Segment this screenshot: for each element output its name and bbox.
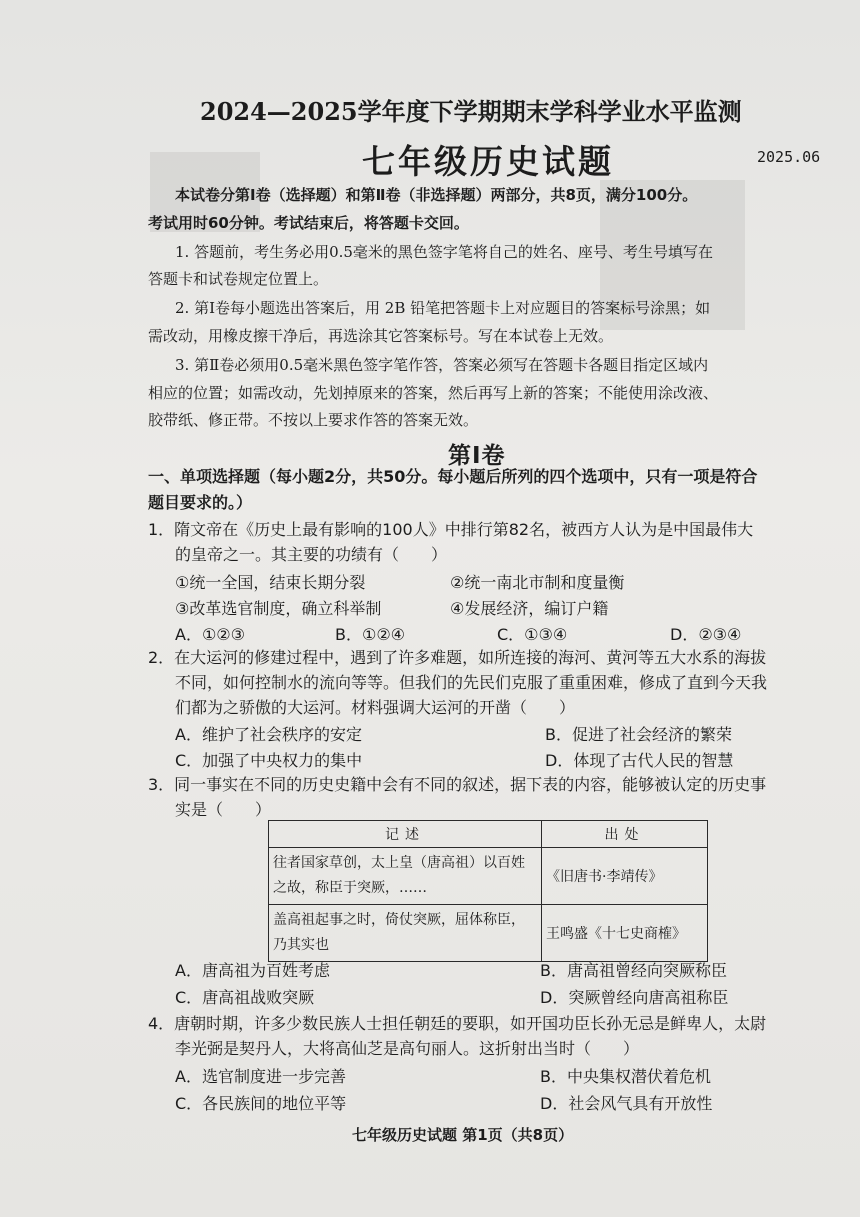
q1-option-c[interactable]: C．①③④ xyxy=(497,625,568,644)
q1-stem-line1: 1．隋文帝在《历史上最有影响的100人》中排行第82名，被西方人认为是中国最伟大 xyxy=(148,520,754,539)
q1-option-d[interactable]: D．②③④ xyxy=(670,625,742,644)
q3-stem-line1: 3．同一事实在不同的历史史籍中会有不同的叙述，据下表的内容，能够被认定的历史事 xyxy=(148,775,767,794)
table-cell-source: 《旧唐书·李靖传》 xyxy=(542,848,708,905)
table-row xyxy=(269,905,708,962)
q4-stem-line2: 李光弼是契丹人，大将高仙芝是高句丽人。这折射出当时（ ） xyxy=(175,1039,640,1058)
table-header-record: 记述 xyxy=(269,821,542,848)
q2-option-a[interactable]: A．维护了社会秩序的安定 xyxy=(175,725,362,744)
q2-stem-line2: 不同，如何控制水的流向等等。但我们的先民们克服了重重困难，修成了直到今天我 xyxy=(175,673,768,692)
table-header-row xyxy=(269,821,708,848)
section-heading-line1: 一、单项选择题（每小题2分，共50分。每小题后所列的四个选项中，只有一项是符合 xyxy=(148,467,758,486)
table-cell-record: 盖高祖起事之时，倚仗突厥，屈体称臣，乃其实也 xyxy=(269,905,542,962)
q3-option-d[interactable]: D．突厥曾经向唐高祖称臣 xyxy=(540,988,729,1007)
q4-option-b[interactable]: B．中央集权潜伏着危机 xyxy=(540,1067,711,1086)
table-row xyxy=(269,848,708,905)
instruction-item1-line2: 答题卡和试卷规定位置上。 xyxy=(148,270,329,288)
exam-title-main: 七年级历史试题 xyxy=(362,142,614,181)
q1-statement-3: ③改革选官制度，确立科举制 xyxy=(175,599,382,618)
table-header-source: 出处 xyxy=(542,821,708,848)
q4-option-a[interactable]: A．选官制度进一步完善 xyxy=(175,1067,346,1086)
instruction-item2-line2: 需改动，用橡皮擦干净后，再选涂其它答案标号。写在本试卷上无效。 xyxy=(148,327,614,345)
q2-stem-line3: 们都为之骄傲的大运河。材料强调大运河的开凿（ ） xyxy=(175,698,576,717)
section-title: 第Ⅰ卷 xyxy=(448,443,506,469)
exam-title-line1: 2024—2025学年度下学期期末学科学业水平监测 xyxy=(200,97,742,126)
table-cell-record: 往者国家草创，太上皇（唐高祖）以百姓之故，称臣于突厥，…… xyxy=(269,848,542,905)
q2-option-c[interactable]: C．加强了中央权力的集中 xyxy=(175,751,363,770)
intro-line1: 本试卷分第Ⅰ卷（选择题）和第Ⅱ卷（非选择题）两部分，共8页，满分100分。 xyxy=(175,186,698,204)
q1-stem-line2: 的皇帝之一。其主要的功绩有（ ） xyxy=(175,545,448,564)
q3-option-a[interactable]: A．唐高祖为百姓考虑 xyxy=(175,961,330,980)
q2-option-b[interactable]: B．促进了社会经济的繁荣 xyxy=(545,725,732,744)
q3-source-table xyxy=(268,820,708,962)
instruction-item3-line2: 相应的位置；如需改动，先划掉原来的答案，然后再写上新的答案；不能使用涂改液、 xyxy=(148,384,719,402)
q4-stem-line1: 4．唐朝时期，许多少数民族人士担任朝廷的要职，如开国功臣长孙无忌是鲜卑人，太尉 xyxy=(148,1014,767,1033)
q1-statement-2: ②统一南北市制和度量衡 xyxy=(450,573,625,592)
q4-option-d[interactable]: D．社会风气具有开放性 xyxy=(540,1094,713,1113)
q1-statement-4: ④发展经济，编订户籍 xyxy=(450,599,609,618)
q1-option-b[interactable]: B．①②④ xyxy=(335,625,406,644)
instruction-item3-line1: 3. 第Ⅱ卷必须用0.5毫米黑色签字笔作答，答案必须写在答题卡各题目指定区域内 xyxy=(175,356,709,374)
q3-option-b[interactable]: B．唐高祖曾经向突厥称臣 xyxy=(540,961,727,980)
exam-date: 2025.06 xyxy=(757,148,821,166)
q4-option-c[interactable]: C．各民族间的地位平等 xyxy=(175,1094,347,1113)
instruction-item2-line1: 2. 第Ⅰ卷每小题选出答案后，用 2B 铅笔把答题卡上对应题目的答案标号涂黑；如 xyxy=(175,299,711,317)
q3-stem-line2: 实是（ ） xyxy=(175,800,272,819)
q1-option-a[interactable]: A．①②③ xyxy=(175,625,245,644)
intro-line2: 考试用时60分钟。考试结束后，将答题卡交回。 xyxy=(148,214,469,232)
instruction-item3-line3: 胶带纸、修正带。不按以上要求作答的答案无效。 xyxy=(148,411,479,429)
page-footer: 七年级历史试题 第1页（共8页） xyxy=(352,1126,574,1144)
q2-option-d[interactable]: D．体现了古代人民的智慧 xyxy=(545,751,734,770)
q1-statement-1: ①统一全国，结束长期分裂 xyxy=(175,573,366,592)
q3-option-c[interactable]: C．唐高祖战败突厥 xyxy=(175,988,315,1007)
q2-stem-line1: 2．在大运河的修建过程中，遇到了许多难题，如所连接的海河、黄河等五大水系的海拔 xyxy=(148,648,767,667)
table-cell-source: 王鸣盛《十七史商榷》 xyxy=(542,905,708,962)
section-heading-line2: 题目要求的。） xyxy=(148,493,253,512)
instruction-item1-line1: 1. 答题前，考生务必用0.5毫米的黑色签字笔将自己的姓名、座号、考生号填写在 xyxy=(175,243,713,261)
